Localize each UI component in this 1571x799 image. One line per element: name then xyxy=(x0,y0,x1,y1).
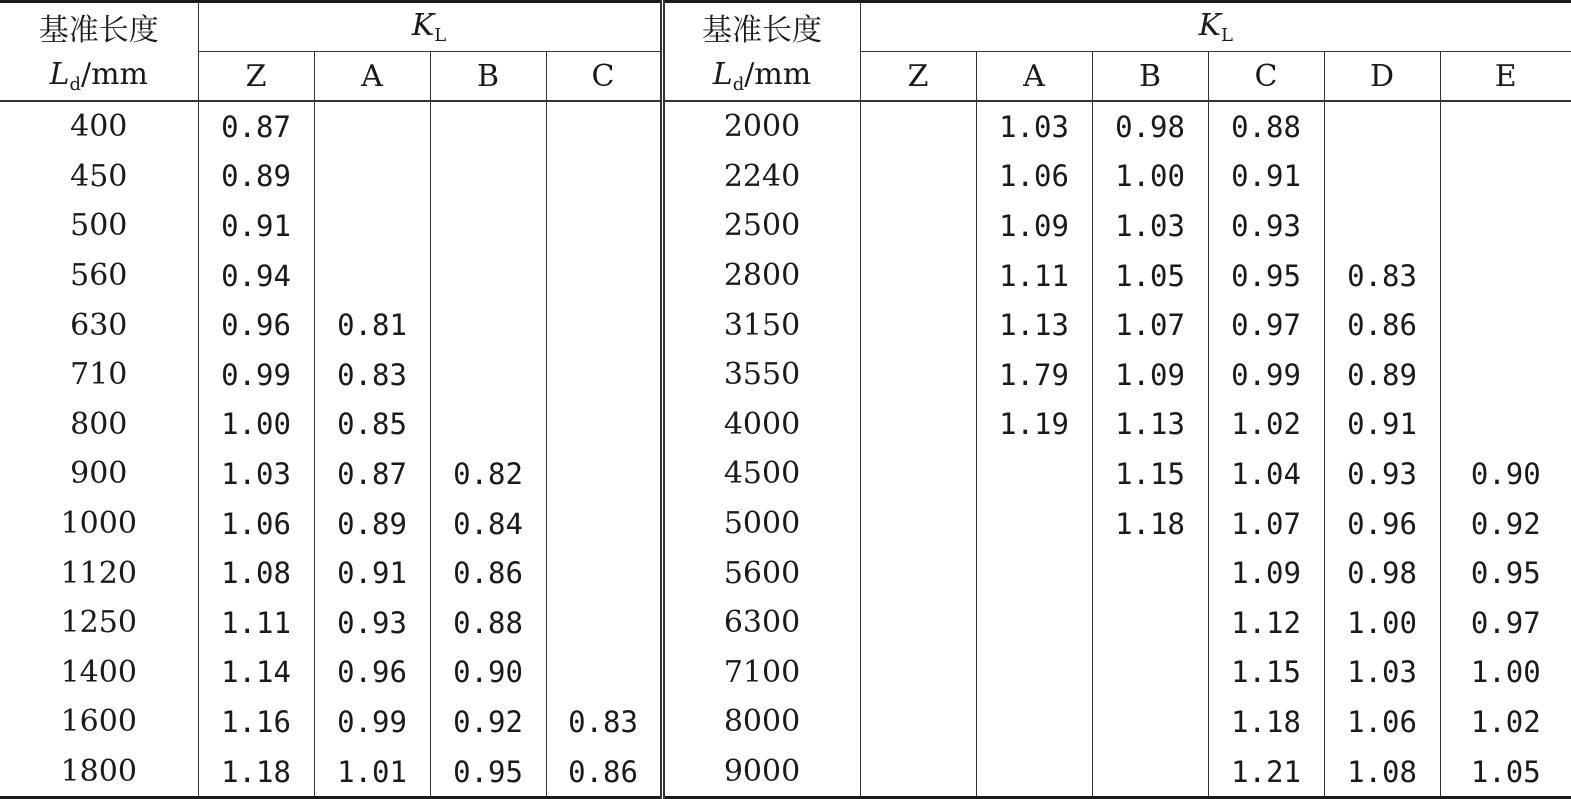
kl-cell-left-a: 1.01 xyxy=(314,747,430,798)
kl-cell-left-a: 0.83 xyxy=(314,350,430,400)
length-cell-left: 1120 xyxy=(0,548,198,598)
kl-cell-right-b: 1.18 xyxy=(1092,499,1208,549)
kl-cell-right-a: 1.11 xyxy=(976,251,1092,301)
col-header-right-e: E xyxy=(1440,52,1571,102)
kl-cell-right-e xyxy=(1440,101,1571,152)
kl-cell-left-b: 0.84 xyxy=(430,499,546,549)
kl-cell-left-a: 0.91 xyxy=(314,548,430,598)
kl-cell-right-c: 0.99 xyxy=(1208,350,1324,400)
kl-cell-right-e: 0.92 xyxy=(1470,506,1541,541)
table-row xyxy=(0,697,1571,747)
kl-cell-right-a: 1.19 xyxy=(976,400,1092,450)
kl-cell-left-z: 1.18 xyxy=(198,747,314,798)
kl-cell-left-a xyxy=(314,152,430,202)
length-cell-right: 2800 xyxy=(662,251,860,301)
kl-cell-left-c xyxy=(546,201,662,251)
kl-cell-left-b: 0.95 xyxy=(430,747,546,798)
kl-cell-left-b xyxy=(430,152,546,202)
kl-cell-right-e xyxy=(1440,400,1571,450)
length-cell-left: 900 xyxy=(0,449,198,499)
kl-cell-right-b xyxy=(1092,747,1208,798)
kl-cell-right-b: 1.00 xyxy=(1092,152,1208,202)
kl-cell-right-c: 1.21 xyxy=(1208,747,1324,798)
kl-cell-left-a: 0.89 xyxy=(314,499,430,549)
length-cell-left: 630 xyxy=(0,300,198,350)
table-row xyxy=(0,747,1571,798)
kl-cell-left-c xyxy=(546,499,662,549)
kl-cell-right-b: 1.05 xyxy=(1092,251,1208,301)
kl-cell-right-d xyxy=(1324,201,1440,251)
length-cell-right: 7100 xyxy=(662,648,860,698)
length-header-left: 基准长度 xyxy=(0,2,198,52)
kl-cell-right-c: 1.15 xyxy=(1208,648,1324,698)
kl-cell-right-e: 0.97 xyxy=(1470,605,1541,640)
kl-cell-right-b: 1.03 xyxy=(1092,201,1208,251)
length-symbol-right: $L_d/mm$ xyxy=(662,52,860,102)
col-header-right-d: D xyxy=(1324,52,1440,102)
col-header-right-a: A xyxy=(976,52,1092,102)
kl-cell-left-z: 0.99 xyxy=(198,350,314,400)
kl-header-right: $K_L$ xyxy=(860,2,1571,52)
kl-cell-right-c: 0.95 xyxy=(1208,251,1324,301)
kl-cell-right-z xyxy=(860,648,976,698)
length-cell-left: 1600 xyxy=(0,697,198,747)
length-header-right: 基准长度 xyxy=(662,2,860,52)
length-cell-right: 8000 xyxy=(662,697,860,747)
length-cell-right: 5600 xyxy=(662,548,860,598)
kl-cell-left-a: 0.93 xyxy=(314,598,430,648)
kl-cell-left-z: 0.89 xyxy=(198,152,314,202)
kl-cell-right-e: 1.05 xyxy=(1470,754,1541,789)
kl-cell-right-b xyxy=(1092,697,1208,747)
kl-cell-left-a: 0.87 xyxy=(314,449,430,499)
length-cell-left: 1800 xyxy=(0,747,198,798)
col-header-left-a: A xyxy=(314,52,430,102)
kl-cell-right-c: 1.18 xyxy=(1208,697,1324,747)
kl-cell-right-d: 1.06 xyxy=(1324,697,1440,747)
kl-cell-left-c xyxy=(546,152,662,202)
kl-cell-right-d xyxy=(1324,152,1440,202)
kl-cell-right-a: 1.06 xyxy=(976,152,1092,202)
kl-cell-right-c: 1.07 xyxy=(1208,499,1324,549)
length-cell-right: 3150 xyxy=(662,300,860,350)
kl-cell-left-c xyxy=(546,251,662,301)
kl-cell-right-d: 0.93 xyxy=(1324,449,1440,499)
kl-cell-right-c: 0.97 xyxy=(1208,300,1324,350)
col-header-left-z: Z xyxy=(198,52,314,102)
table-row xyxy=(0,499,1571,549)
length-cell-right: 2500 xyxy=(662,201,860,251)
kl-cell-right-c: 1.12 xyxy=(1208,598,1324,648)
kl-cell-right-e xyxy=(1440,350,1571,400)
kl-cell-left-z: 1.16 xyxy=(198,697,314,747)
kl-cell-right-d: 0.98 xyxy=(1324,548,1440,598)
kl-cell-left-z: 0.91 xyxy=(198,201,314,251)
kl-cell-right-a xyxy=(976,598,1092,648)
kl-cell-left-c xyxy=(546,101,662,152)
kl-cell-right-c: 1.02 xyxy=(1208,400,1324,450)
kl-cell-left-a: 0.81 xyxy=(314,300,430,350)
kl-cell-right-d: 1.00 xyxy=(1324,598,1440,648)
kl-cell-left-b: 0.86 xyxy=(430,548,546,598)
length-cell-left: 1250 xyxy=(0,598,198,648)
table-body xyxy=(0,101,1571,798)
kl-cell-right-c: 0.91 xyxy=(1208,152,1324,202)
kl-cell-right-a: 1.13 xyxy=(976,300,1092,350)
kl-cell-left-c xyxy=(546,350,662,400)
kl-cell-right-a xyxy=(976,548,1092,598)
col-header-right-z: Z xyxy=(860,52,976,102)
kl-cell-right-z xyxy=(860,300,976,350)
kl-cell-right-a xyxy=(976,449,1092,499)
kl-header-left: $K_L$ xyxy=(198,2,662,52)
kl-cell-right-z xyxy=(860,201,976,251)
table-row xyxy=(0,251,1571,301)
length-cell-left: 800 xyxy=(0,400,198,450)
kl-cell-right-e: 0.90 xyxy=(1470,456,1541,491)
length-cell-left: 710 xyxy=(0,350,198,400)
table-row xyxy=(0,648,1571,698)
length-cell-right: 2240 xyxy=(662,152,860,202)
length-cell-right: 2000 xyxy=(662,101,860,152)
kl-cell-left-a xyxy=(314,251,430,301)
kl-cell-right-c: 0.93 xyxy=(1208,201,1324,251)
kl-cell-right-z xyxy=(860,697,976,747)
kl-cell-left-a xyxy=(314,201,430,251)
kl-cell-left-c xyxy=(546,300,662,350)
length-cell-right: 6300 xyxy=(662,598,860,648)
header-row-bottom xyxy=(0,52,1571,102)
kl-cell-right-b xyxy=(1092,598,1208,648)
kl-cell-right-a xyxy=(976,648,1092,698)
kl-cell-right-a: 1.79 xyxy=(976,350,1092,400)
kl-cell-left-a: 0.96 xyxy=(314,648,430,698)
length-symbol-left: $L_d/mm$ xyxy=(0,52,198,102)
kl-cell-right-a xyxy=(976,499,1092,549)
table-row xyxy=(0,300,1571,350)
kl-cell-right-b: 0.98 xyxy=(1092,101,1208,152)
kl-cell-right-z xyxy=(860,499,976,549)
length-cell-right: 3550 xyxy=(662,350,860,400)
kl-cell-right-e xyxy=(1440,300,1571,350)
kl-cell-right-e: 1.02 xyxy=(1470,704,1541,739)
kl-cell-left-z: 0.94 xyxy=(198,251,314,301)
kl-cell-left-c xyxy=(546,598,662,648)
kl-cell-left-b xyxy=(430,300,546,350)
kl-cell-left-b: 0.92 xyxy=(430,697,546,747)
kl-cell-left-c xyxy=(546,400,662,450)
table-row xyxy=(0,598,1571,648)
kl-cell-right-a: 1.03 xyxy=(976,101,1092,152)
kl-cell-right-a: 1.09 xyxy=(976,201,1092,251)
kl-cell-right-d: 0.91 xyxy=(1324,400,1440,450)
kl-cell-left-b xyxy=(430,251,546,301)
kl-cell-left-b: 0.82 xyxy=(430,449,546,499)
kl-cell-right-z xyxy=(860,350,976,400)
kl-cell-left-b: 0.88 xyxy=(430,598,546,648)
kl-cell-right-b: 1.07 xyxy=(1092,300,1208,350)
kl-cell-left-b xyxy=(430,350,546,400)
kl-cell-right-b: 1.13 xyxy=(1092,400,1208,450)
kl-cell-left-c xyxy=(546,548,662,598)
kl-cell-left-a: 0.99 xyxy=(314,697,430,747)
kl-cell-right-z xyxy=(860,152,976,202)
length-cell-left: 400 xyxy=(0,101,198,152)
kl-cell-left-b: 0.90 xyxy=(430,648,546,698)
kl-cell-right-e: 0.95 xyxy=(1470,556,1541,591)
kl-cell-right-d: 0.89 xyxy=(1324,350,1440,400)
kl-cell-right-z xyxy=(860,101,976,152)
kl-cell-right-z xyxy=(860,598,976,648)
table-row xyxy=(0,400,1571,450)
kl-cell-right-z xyxy=(860,548,976,598)
kl-cell-right-z xyxy=(860,449,976,499)
kl-cell-right-z xyxy=(860,747,976,798)
table-row xyxy=(0,201,1571,251)
kl-cell-right-d: 1.03 xyxy=(1324,648,1440,698)
length-cell-left: 1400 xyxy=(0,648,198,698)
kl-cell-left-z: 1.08 xyxy=(198,548,314,598)
col-header-left-b: B xyxy=(430,52,546,102)
kl-cell-right-e xyxy=(1440,201,1571,251)
kl-cell-right-e: 1.00 xyxy=(1470,655,1541,690)
kl-cell-right-e xyxy=(1440,251,1571,301)
kl-cell-left-b xyxy=(430,101,546,152)
kl-cell-left-z: 1.03 xyxy=(198,449,314,499)
kl-cell-left-z: 1.11 xyxy=(198,598,314,648)
table-row xyxy=(0,350,1571,400)
table-row xyxy=(0,152,1571,202)
kl-cell-right-b xyxy=(1092,548,1208,598)
col-header-right-b: B xyxy=(1092,52,1208,102)
kl-cell-right-z xyxy=(860,251,976,301)
length-cell-right: 9000 xyxy=(662,747,860,798)
length-cell-left: 1000 xyxy=(0,499,198,549)
kl-cell-right-a xyxy=(976,697,1092,747)
length-cell-right: 4500 xyxy=(662,449,860,499)
col-header-left-c: C xyxy=(546,52,662,102)
kl-cell-right-d xyxy=(1324,101,1440,152)
kl-cell-right-d: 0.96 xyxy=(1324,499,1440,549)
kl-cell-left-c: 0.86 xyxy=(546,747,662,798)
kl-cell-left-z: 0.96 xyxy=(198,300,314,350)
kl-cell-left-b xyxy=(430,400,546,450)
col-header-right-c: C xyxy=(1208,52,1324,102)
length-cell-left: 500 xyxy=(0,201,198,251)
kl-cell-right-c: 1.09 xyxy=(1208,548,1324,598)
length-cell-left: 450 xyxy=(0,152,198,202)
length-cell-right: 5000 xyxy=(662,499,860,549)
kl-cell-right-d: 0.86 xyxy=(1324,300,1440,350)
kl-cell-left-z: 1.00 xyxy=(198,400,314,450)
kl-cell-left-c xyxy=(546,648,662,698)
kl-cell-right-d: 1.08 xyxy=(1324,747,1440,798)
kl-cell-left-b xyxy=(430,201,546,251)
kl-cell-left-c xyxy=(546,449,662,499)
kl-cell-left-z: 1.14 xyxy=(198,648,314,698)
table-row xyxy=(0,449,1571,499)
kl-cell-right-d: 0.83 xyxy=(1324,251,1440,301)
kl-cell-right-c: 1.04 xyxy=(1208,449,1324,499)
kl-cell-left-z: 0.87 xyxy=(198,101,314,152)
kl-cell-left-z: 1.06 xyxy=(198,499,314,549)
header-row-top xyxy=(0,2,1571,52)
kl-cell-left-a xyxy=(314,101,430,152)
kl-cell-left-a: 0.85 xyxy=(314,400,430,450)
kl-cell-left-c: 0.83 xyxy=(546,697,662,747)
kl-cell-right-b xyxy=(1092,648,1208,698)
kl-cell-right-b: 1.15 xyxy=(1092,449,1208,499)
table-row xyxy=(0,101,1571,152)
kl-cell-right-a xyxy=(976,747,1092,798)
kl-cell-right-b: 1.09 xyxy=(1092,350,1208,400)
kl-cell-right-z xyxy=(860,400,976,450)
length-cell-left: 560 xyxy=(0,251,198,301)
length-cell-right: 4000 xyxy=(662,400,860,450)
table-row xyxy=(0,548,1571,598)
kl-cell-right-e xyxy=(1440,152,1571,202)
kl-cell-right-c: 0.88 xyxy=(1208,101,1324,152)
